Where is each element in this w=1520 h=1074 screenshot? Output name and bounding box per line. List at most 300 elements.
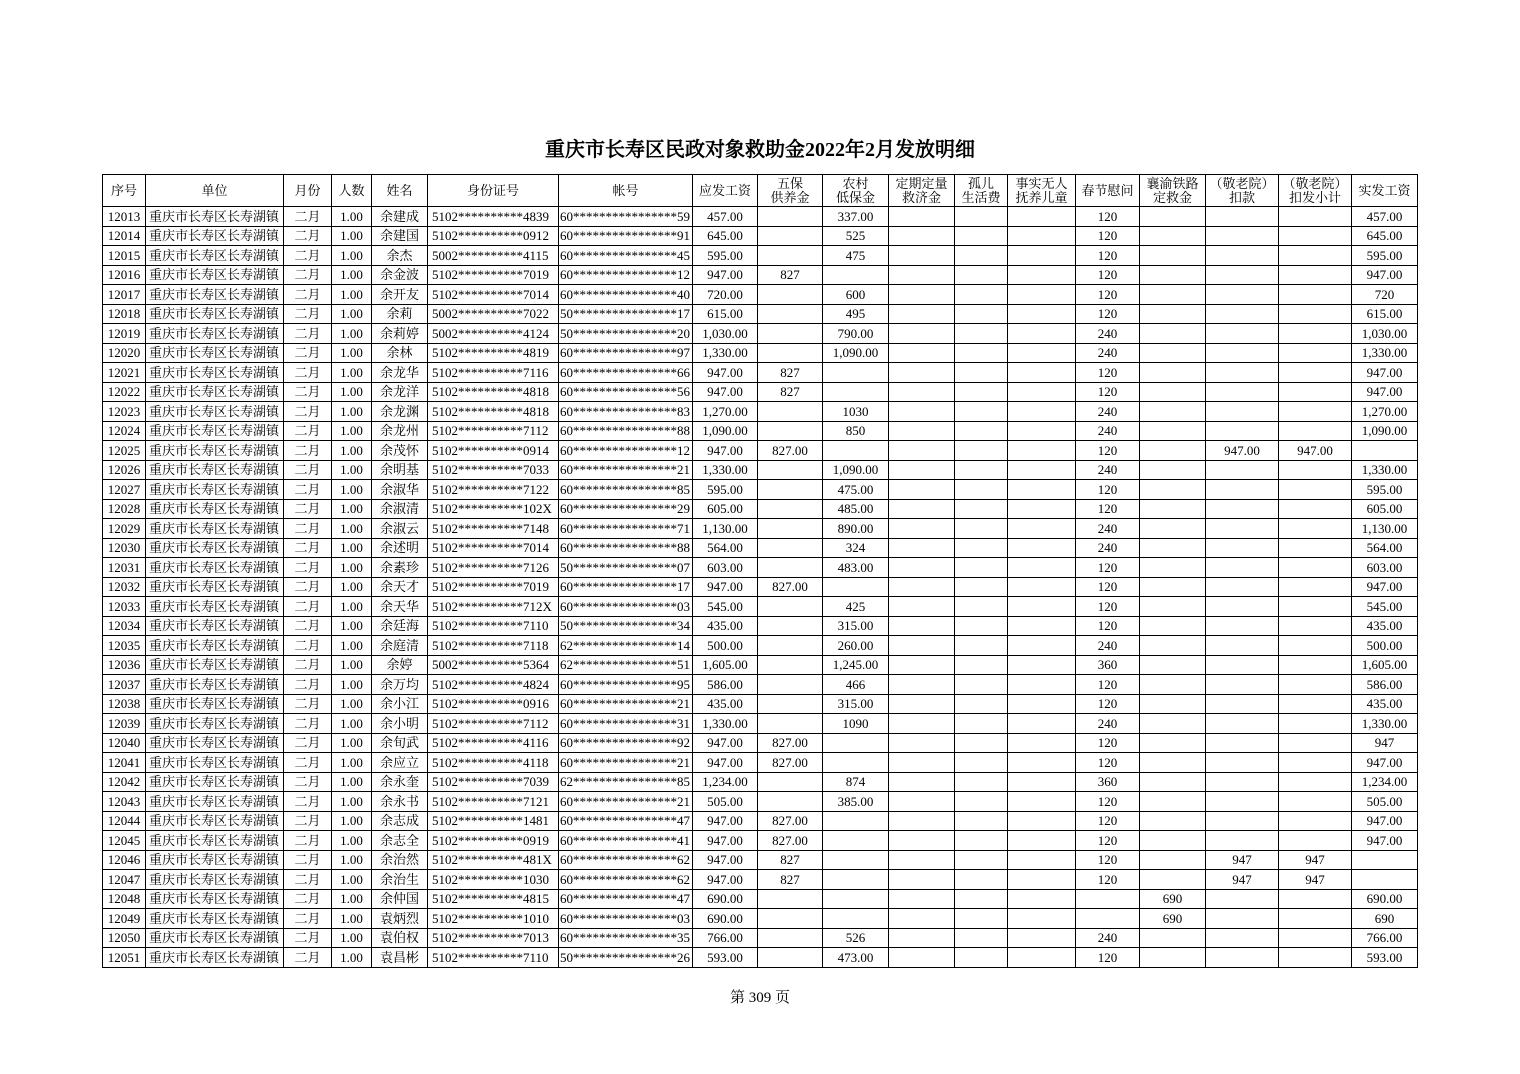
cell-unsupported-child bbox=[1008, 382, 1076, 402]
cell-orphan-allowance bbox=[955, 382, 1008, 402]
cell-rural-dibao: 600 bbox=[823, 285, 889, 305]
table-row bbox=[103, 265, 1418, 285]
cell-rural-dibao: 385.00 bbox=[823, 792, 889, 812]
cell-orphan-allowance bbox=[955, 597, 1008, 617]
cell-orphan-allowance bbox=[955, 519, 1008, 539]
cell-net-pay: 1,090.00 bbox=[1352, 421, 1418, 441]
cell-spring-festival: 120 bbox=[1076, 304, 1140, 324]
cell-id-number: 5102**********1030 bbox=[428, 870, 559, 890]
cell-nursing-home-deduction bbox=[1206, 772, 1279, 792]
cell-nursing-home-deduction bbox=[1206, 285, 1279, 305]
cell-unsupported-child bbox=[1008, 499, 1076, 519]
header-net-pay bbox=[1352, 175, 1418, 207]
relief-payment-table bbox=[102, 174, 1418, 968]
cell-regular-relief bbox=[889, 675, 955, 695]
cell-spring-festival bbox=[1076, 909, 1140, 929]
cell-nursing-home-subtotal bbox=[1279, 265, 1352, 285]
cell-xiangyu-railway bbox=[1140, 460, 1206, 480]
cell-spring-festival: 120 bbox=[1076, 382, 1140, 402]
cell-net-pay: 595.00 bbox=[1352, 246, 1418, 266]
header-label: 事实无人 bbox=[1015, 175, 1068, 191]
cell-wubao-support: 827.00 bbox=[758, 811, 823, 831]
cell-month: 二月 bbox=[284, 558, 332, 578]
cell-id-number: 5002**********7022 bbox=[428, 304, 559, 324]
cell-nursing-home-deduction bbox=[1206, 480, 1279, 500]
cell-orphan-allowance bbox=[955, 265, 1008, 285]
cell-unsupported-child bbox=[1008, 733, 1076, 753]
header-label: 扣款 bbox=[1228, 189, 1255, 205]
cell-wubao-support bbox=[758, 909, 823, 929]
cell-id-number: 5102**********7110 bbox=[428, 948, 559, 968]
cell-id-number: 5102**********1481 bbox=[428, 811, 559, 831]
cell-orphan-allowance bbox=[955, 285, 1008, 305]
cell-orphan-allowance bbox=[955, 480, 1008, 500]
cell-gross-pay: 720.00 bbox=[693, 285, 758, 305]
cell-regular-relief bbox=[889, 402, 955, 422]
cell-nursing-home-subtotal bbox=[1279, 382, 1352, 402]
cell-unit: 重庆市长寿区长寿湖镇 bbox=[146, 265, 284, 285]
cell-spring-festival: 120 bbox=[1076, 226, 1140, 246]
cell-account: 60****************85 bbox=[559, 480, 693, 500]
cell-count: 1.00 bbox=[332, 499, 372, 519]
cell-unsupported-child bbox=[1008, 753, 1076, 773]
cell-gross-pay: 947.00 bbox=[693, 441, 758, 461]
cell-net-pay: 595.00 bbox=[1352, 480, 1418, 500]
cell-unsupported-child bbox=[1008, 441, 1076, 461]
cell-serial: 12048 bbox=[103, 889, 146, 909]
cell-nursing-home-subtotal bbox=[1279, 831, 1352, 851]
cell-count: 1.00 bbox=[332, 811, 372, 831]
cell-orphan-allowance bbox=[955, 402, 1008, 422]
cell-rural-dibao bbox=[823, 733, 889, 753]
cell-month: 二月 bbox=[284, 246, 332, 266]
cell-wubao-support bbox=[758, 889, 823, 909]
cell-serial: 12022 bbox=[103, 382, 146, 402]
cell-spring-festival: 240 bbox=[1076, 538, 1140, 558]
cell-serial: 12019 bbox=[103, 324, 146, 344]
cell-nursing-home-deduction bbox=[1206, 928, 1279, 948]
cell-unit: 重庆市长寿区长寿湖镇 bbox=[146, 850, 284, 870]
header-label: （敬老院） bbox=[1282, 175, 1348, 191]
cell-orphan-allowance bbox=[955, 499, 1008, 519]
cell-rural-dibao bbox=[823, 909, 889, 929]
cell-regular-relief bbox=[889, 636, 955, 656]
cell-net-pay: 435.00 bbox=[1352, 694, 1418, 714]
cell-net-pay: 1,030.00 bbox=[1352, 324, 1418, 344]
cell-orphan-allowance bbox=[955, 558, 1008, 578]
cell-net-pay: 947.00 bbox=[1352, 363, 1418, 383]
cell-account: 60****************88 bbox=[559, 421, 693, 441]
cell-account: 60****************12 bbox=[559, 265, 693, 285]
cell-nursing-home-deduction bbox=[1206, 948, 1279, 968]
cell-rural-dibao: 525 bbox=[823, 226, 889, 246]
cell-net-pay: 457.00 bbox=[1352, 207, 1418, 227]
cell-gross-pay: 586.00 bbox=[693, 675, 758, 695]
cell-unit: 重庆市长寿区长寿湖镇 bbox=[146, 675, 284, 695]
cell-serial: 12041 bbox=[103, 753, 146, 773]
header-label: 姓名 bbox=[386, 182, 413, 198]
cell-name: 余天华 bbox=[372, 597, 428, 617]
cell-id-number: 5102**********7033 bbox=[428, 460, 559, 480]
cell-id-number: 5102**********102X bbox=[428, 499, 559, 519]
cell-nursing-home-subtotal bbox=[1279, 324, 1352, 344]
cell-rural-dibao bbox=[823, 850, 889, 870]
header-unsupported-child bbox=[1008, 175, 1076, 207]
cell-xiangyu-railway bbox=[1140, 772, 1206, 792]
cell-regular-relief bbox=[889, 733, 955, 753]
cell-id-number: 5102**********481X bbox=[428, 850, 559, 870]
cell-unit: 重庆市长寿区长寿湖镇 bbox=[146, 343, 284, 363]
cell-wubao-support: 827.00 bbox=[758, 577, 823, 597]
cell-rural-dibao: 1030 bbox=[823, 402, 889, 422]
cell-orphan-allowance bbox=[955, 850, 1008, 870]
cell-account: 50****************26 bbox=[559, 948, 693, 968]
header-gross-pay bbox=[693, 175, 758, 207]
cell-wubao-support: 827 bbox=[758, 870, 823, 890]
cell-serial: 12023 bbox=[103, 402, 146, 422]
cell-month: 二月 bbox=[284, 850, 332, 870]
cell-month: 二月 bbox=[284, 538, 332, 558]
cell-spring-festival: 120 bbox=[1076, 616, 1140, 636]
cell-month: 二月 bbox=[284, 285, 332, 305]
cell-name: 余金波 bbox=[372, 265, 428, 285]
cell-regular-relief bbox=[889, 265, 955, 285]
cell-unsupported-child bbox=[1008, 402, 1076, 422]
cell-wubao-support: 827 bbox=[758, 850, 823, 870]
cell-nursing-home-deduction bbox=[1206, 402, 1279, 422]
cell-account: 50****************17 bbox=[559, 304, 693, 324]
cell-rural-dibao: 1,090.00 bbox=[823, 460, 889, 480]
cell-xiangyu-railway bbox=[1140, 285, 1206, 305]
cell-nursing-home-deduction bbox=[1206, 519, 1279, 539]
cell-id-number: 5102**********0914 bbox=[428, 441, 559, 461]
cell-name: 余建国 bbox=[372, 226, 428, 246]
cell-gross-pay: 690.00 bbox=[693, 909, 758, 929]
cell-account: 60****************47 bbox=[559, 889, 693, 909]
table-row bbox=[103, 499, 1418, 519]
header-label: 定救金 bbox=[1152, 189, 1192, 205]
cell-nursing-home-deduction bbox=[1206, 421, 1279, 441]
cell-spring-festival: 120 bbox=[1076, 850, 1140, 870]
cell-name: 余万均 bbox=[372, 675, 428, 695]
cell-nursing-home-deduction bbox=[1206, 499, 1279, 519]
cell-orphan-allowance bbox=[955, 948, 1008, 968]
cell-nursing-home-subtotal bbox=[1279, 714, 1352, 734]
cell-id-number: 5102**********4839 bbox=[428, 207, 559, 227]
cell-regular-relief bbox=[889, 889, 955, 909]
cell-count: 1.00 bbox=[332, 850, 372, 870]
header-label: 实发工资 bbox=[1358, 182, 1411, 198]
cell-xiangyu-railway bbox=[1140, 616, 1206, 636]
cell-unsupported-child bbox=[1008, 558, 1076, 578]
cell-account: 60****************21 bbox=[559, 792, 693, 812]
cell-serial: 12021 bbox=[103, 363, 146, 383]
cell-regular-relief bbox=[889, 207, 955, 227]
cell-nursing-home-deduction: 947 bbox=[1206, 870, 1279, 890]
cell-xiangyu-railway bbox=[1140, 597, 1206, 617]
cell-rural-dibao: 483.00 bbox=[823, 558, 889, 578]
cell-xiangyu-railway bbox=[1140, 265, 1206, 285]
cell-gross-pay: 564.00 bbox=[693, 538, 758, 558]
cell-unit: 重庆市长寿区长寿湖镇 bbox=[146, 733, 284, 753]
cell-xiangyu-railway bbox=[1140, 363, 1206, 383]
cell-net-pay: 690.00 bbox=[1352, 889, 1418, 909]
cell-account: 60****************92 bbox=[559, 733, 693, 753]
cell-wubao-support: 827.00 bbox=[758, 441, 823, 461]
cell-wubao-support bbox=[758, 480, 823, 500]
cell-nursing-home-subtotal bbox=[1279, 753, 1352, 773]
cell-nursing-home-subtotal bbox=[1279, 363, 1352, 383]
cell-nursing-home-subtotal bbox=[1279, 558, 1352, 578]
cell-xiangyu-railway bbox=[1140, 577, 1206, 597]
cell-nursing-home-deduction bbox=[1206, 792, 1279, 812]
cell-month: 二月 bbox=[284, 811, 332, 831]
header-unit bbox=[146, 175, 284, 207]
cell-spring-festival: 120 bbox=[1076, 246, 1140, 266]
cell-account: 60****************88 bbox=[559, 538, 693, 558]
cell-orphan-allowance bbox=[955, 811, 1008, 831]
cell-unsupported-child bbox=[1008, 889, 1076, 909]
cell-month: 二月 bbox=[284, 363, 332, 383]
cell-count: 1.00 bbox=[332, 363, 372, 383]
cell-rural-dibao bbox=[823, 753, 889, 773]
cell-serial: 12013 bbox=[103, 207, 146, 227]
cell-regular-relief bbox=[889, 753, 955, 773]
cell-orphan-allowance bbox=[955, 870, 1008, 890]
cell-spring-festival: 240 bbox=[1076, 421, 1140, 441]
cell-orphan-allowance bbox=[955, 694, 1008, 714]
cell-count: 1.00 bbox=[332, 753, 372, 773]
cell-orphan-allowance bbox=[955, 772, 1008, 792]
cell-xiangyu-railway bbox=[1140, 694, 1206, 714]
cell-unit: 重庆市长寿区长寿湖镇 bbox=[146, 402, 284, 422]
table-row bbox=[103, 909, 1418, 929]
cell-spring-festival: 120 bbox=[1076, 363, 1140, 383]
cell-count: 1.00 bbox=[332, 889, 372, 909]
cell-regular-relief bbox=[889, 499, 955, 519]
cell-spring-festival: 240 bbox=[1076, 343, 1140, 363]
cell-gross-pay: 1,330.00 bbox=[693, 714, 758, 734]
cell-nursing-home-subtotal bbox=[1279, 792, 1352, 812]
cell-xiangyu-railway: 690 bbox=[1140, 889, 1206, 909]
cell-count: 1.00 bbox=[332, 792, 372, 812]
cell-name: 余龙洋 bbox=[372, 382, 428, 402]
table-row bbox=[103, 831, 1418, 851]
cell-nursing-home-subtotal bbox=[1279, 207, 1352, 227]
cell-rural-dibao: 495 bbox=[823, 304, 889, 324]
cell-rural-dibao: 315.00 bbox=[823, 694, 889, 714]
page-number: 第 309 页 bbox=[729, 990, 790, 1006]
cell-wubao-support bbox=[758, 538, 823, 558]
header-label: 抚养儿童 bbox=[1015, 189, 1068, 205]
cell-gross-pay: 947.00 bbox=[693, 831, 758, 851]
cell-regular-relief bbox=[889, 441, 955, 461]
cell-count: 1.00 bbox=[332, 558, 372, 578]
cell-id-number: 5102**********4818 bbox=[428, 402, 559, 422]
cell-month: 二月 bbox=[284, 499, 332, 519]
cell-rural-dibao: 1,245.00 bbox=[823, 655, 889, 675]
cell-id-number: 5102**********7126 bbox=[428, 558, 559, 578]
cell-name: 余龙华 bbox=[372, 363, 428, 383]
cell-regular-relief bbox=[889, 772, 955, 792]
cell-month: 二月 bbox=[284, 324, 332, 344]
cell-orphan-allowance bbox=[955, 324, 1008, 344]
cell-id-number: 5102**********4824 bbox=[428, 675, 559, 695]
cell-serial: 12039 bbox=[103, 714, 146, 734]
cell-gross-pay: 593.00 bbox=[693, 948, 758, 968]
header-name bbox=[372, 175, 428, 207]
cell-nursing-home-deduction: 947 bbox=[1206, 850, 1279, 870]
cell-unsupported-child bbox=[1008, 343, 1076, 363]
cell-unit: 重庆市长寿区长寿湖镇 bbox=[146, 655, 284, 675]
table-row bbox=[103, 616, 1418, 636]
cell-nursing-home-subtotal: 947 bbox=[1279, 850, 1352, 870]
cell-net-pay: 435.00 bbox=[1352, 616, 1418, 636]
cell-orphan-allowance bbox=[955, 421, 1008, 441]
cell-unsupported-child bbox=[1008, 714, 1076, 734]
cell-count: 1.00 bbox=[332, 714, 372, 734]
cell-wubao-support: 827.00 bbox=[758, 831, 823, 851]
cell-net-pay bbox=[1352, 441, 1418, 461]
header-label: 襄渝铁路 bbox=[1146, 175, 1199, 191]
cell-account: 60****************35 bbox=[559, 928, 693, 948]
cell-rural-dibao: 473.00 bbox=[823, 948, 889, 968]
cell-name: 余小明 bbox=[372, 714, 428, 734]
table-row bbox=[103, 694, 1418, 714]
cell-id-number: 5102**********7122 bbox=[428, 480, 559, 500]
header-label: 农村 bbox=[842, 175, 869, 191]
cell-id-number: 5102**********0912 bbox=[428, 226, 559, 246]
cell-wubao-support bbox=[758, 694, 823, 714]
table-row bbox=[103, 207, 1418, 227]
cell-gross-pay: 947.00 bbox=[693, 363, 758, 383]
cell-spring-festival: 120 bbox=[1076, 694, 1140, 714]
cell-wubao-support bbox=[758, 772, 823, 792]
cell-serial: 12042 bbox=[103, 772, 146, 792]
cell-net-pay: 1,130.00 bbox=[1352, 519, 1418, 539]
cell-nursing-home-deduction bbox=[1206, 558, 1279, 578]
cell-net-pay: 500.00 bbox=[1352, 636, 1418, 656]
cell-spring-festival bbox=[1076, 889, 1140, 909]
cell-unsupported-child bbox=[1008, 811, 1076, 831]
cell-orphan-allowance bbox=[955, 246, 1008, 266]
cell-unsupported-child bbox=[1008, 694, 1076, 714]
cell-count: 1.00 bbox=[332, 675, 372, 695]
cell-serial: 12028 bbox=[103, 499, 146, 519]
cell-serial: 12030 bbox=[103, 538, 146, 558]
cell-count: 1.00 bbox=[332, 421, 372, 441]
cell-name: 余淑云 bbox=[372, 519, 428, 539]
cell-serial: 12031 bbox=[103, 558, 146, 578]
cell-count: 1.00 bbox=[332, 831, 372, 851]
cell-wubao-support bbox=[758, 597, 823, 617]
cell-spring-festival: 120 bbox=[1076, 499, 1140, 519]
cell-wubao-support bbox=[758, 246, 823, 266]
cell-name: 余淑清 bbox=[372, 499, 428, 519]
cell-unsupported-child bbox=[1008, 265, 1076, 285]
cell-spring-festival: 120 bbox=[1076, 831, 1140, 851]
cell-unsupported-child bbox=[1008, 597, 1076, 617]
cell-name: 余志全 bbox=[372, 831, 428, 851]
cell-name: 袁伯权 bbox=[372, 928, 428, 948]
cell-nursing-home-subtotal bbox=[1279, 909, 1352, 929]
cell-net-pay: 545.00 bbox=[1352, 597, 1418, 617]
cell-nursing-home-subtotal bbox=[1279, 246, 1352, 266]
header-orphan-allowance bbox=[955, 175, 1008, 207]
cell-gross-pay: 457.00 bbox=[693, 207, 758, 227]
cell-month: 二月 bbox=[284, 207, 332, 227]
cell-account: 50****************34 bbox=[559, 616, 693, 636]
cell-account: 62****************51 bbox=[559, 655, 693, 675]
cell-rural-dibao: 790.00 bbox=[823, 324, 889, 344]
cell-serial: 12020 bbox=[103, 343, 146, 363]
cell-wubao-support bbox=[758, 616, 823, 636]
cell-gross-pay: 947.00 bbox=[693, 733, 758, 753]
cell-net-pay: 615.00 bbox=[1352, 304, 1418, 324]
cell-serial: 12037 bbox=[103, 675, 146, 695]
cell-id-number: 5102**********4116 bbox=[428, 733, 559, 753]
cell-month: 二月 bbox=[284, 655, 332, 675]
cell-net-pay: 593.00 bbox=[1352, 948, 1418, 968]
cell-gross-pay: 947.00 bbox=[693, 265, 758, 285]
cell-nursing-home-subtotal bbox=[1279, 343, 1352, 363]
cell-unsupported-child bbox=[1008, 675, 1076, 695]
cell-name: 余志成 bbox=[372, 811, 428, 831]
cell-nursing-home-deduction bbox=[1206, 597, 1279, 617]
header-label: 帐号 bbox=[612, 182, 639, 198]
cell-serial: 12024 bbox=[103, 421, 146, 441]
cell-account: 60****************29 bbox=[559, 499, 693, 519]
table-row bbox=[103, 304, 1418, 324]
table-row bbox=[103, 811, 1418, 831]
cell-month: 二月 bbox=[284, 460, 332, 480]
header-xiangyu-railway bbox=[1140, 175, 1206, 207]
cell-unit: 重庆市长寿区长寿湖镇 bbox=[146, 538, 284, 558]
cell-orphan-allowance bbox=[955, 753, 1008, 773]
cell-spring-festival: 120 bbox=[1076, 753, 1140, 773]
cell-unit: 重庆市长寿区长寿湖镇 bbox=[146, 577, 284, 597]
cell-nursing-home-subtotal bbox=[1279, 421, 1352, 441]
cell-rural-dibao: 260.00 bbox=[823, 636, 889, 656]
table-row bbox=[103, 655, 1418, 675]
cell-spring-festival: 240 bbox=[1076, 460, 1140, 480]
cell-net-pay: 947.00 bbox=[1352, 265, 1418, 285]
table-row bbox=[103, 597, 1418, 617]
cell-net-pay: 586.00 bbox=[1352, 675, 1418, 695]
cell-xiangyu-railway bbox=[1140, 499, 1206, 519]
cell-gross-pay: 947.00 bbox=[693, 753, 758, 773]
cell-xiangyu-railway bbox=[1140, 343, 1206, 363]
cell-name: 余龙渊 bbox=[372, 402, 428, 422]
cell-gross-pay: 605.00 bbox=[693, 499, 758, 519]
table-row bbox=[103, 324, 1418, 344]
cell-spring-festival: 120 bbox=[1076, 811, 1140, 831]
cell-month: 二月 bbox=[284, 909, 332, 929]
cell-nursing-home-deduction bbox=[1206, 811, 1279, 831]
cell-unsupported-child bbox=[1008, 285, 1076, 305]
table-row bbox=[103, 850, 1418, 870]
cell-name: 余旬武 bbox=[372, 733, 428, 753]
cell-nursing-home-subtotal bbox=[1279, 636, 1352, 656]
cell-wubao-support: 827 bbox=[758, 265, 823, 285]
header-nursing-home-deduction bbox=[1206, 175, 1279, 207]
cell-account: 60****************31 bbox=[559, 714, 693, 734]
cell-id-number: 5102**********7112 bbox=[428, 421, 559, 441]
cell-xiangyu-railway bbox=[1140, 382, 1206, 402]
cell-nursing-home-deduction bbox=[1206, 694, 1279, 714]
cell-nursing-home-deduction bbox=[1206, 889, 1279, 909]
cell-orphan-allowance bbox=[955, 909, 1008, 929]
